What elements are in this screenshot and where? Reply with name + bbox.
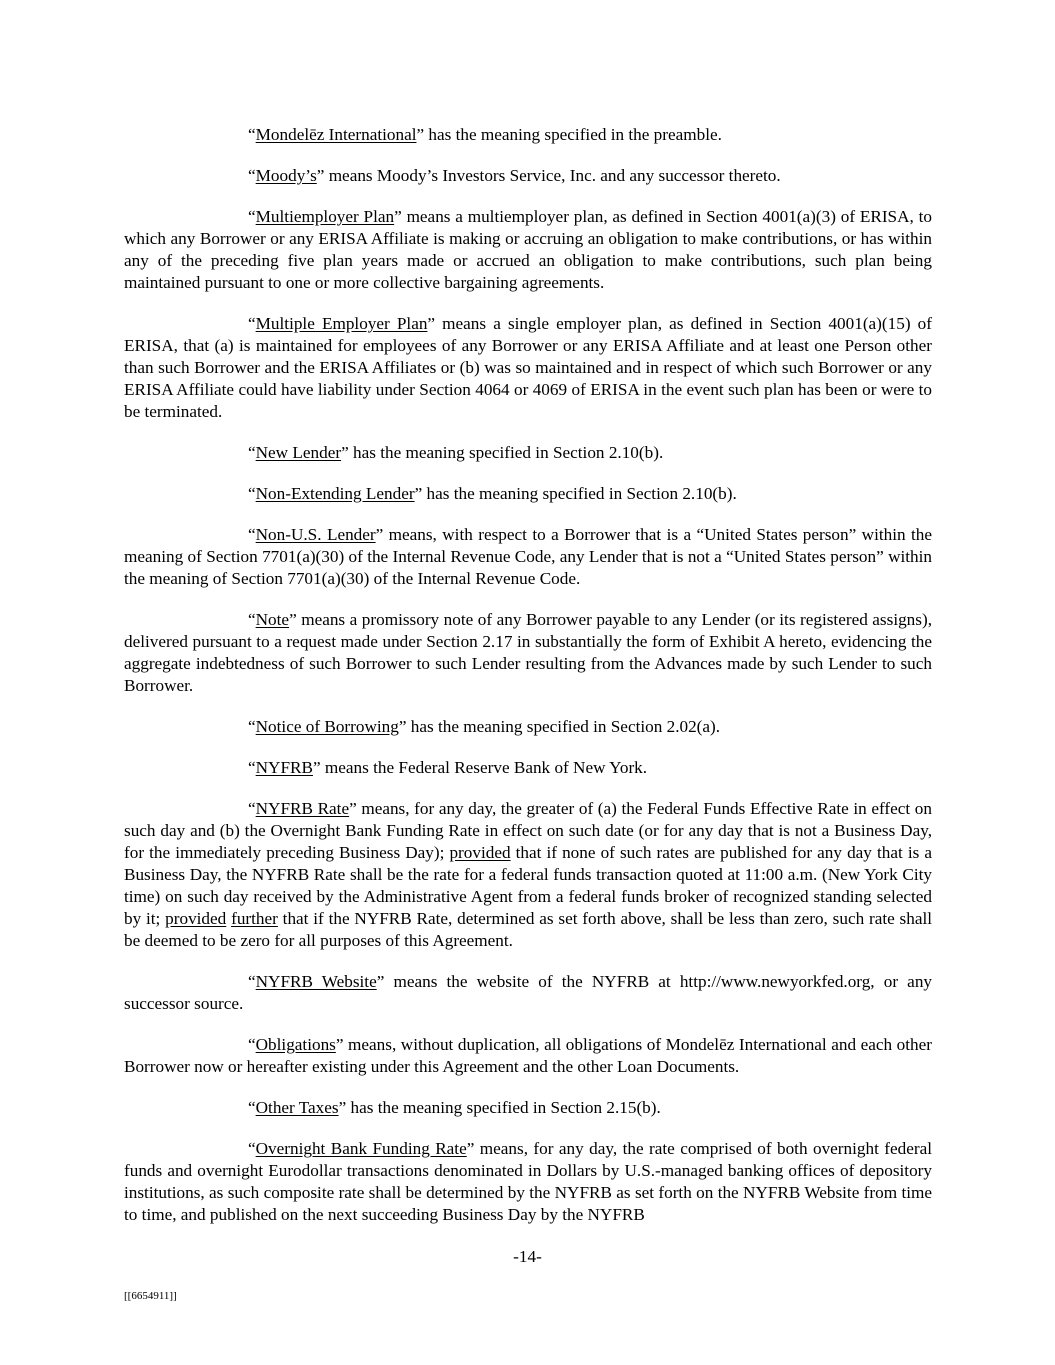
definition-nyfrb-website: “NYFRB Website” means the website of the NYFRB at http://www.newyorkfed.org, or any successor source. xyxy=(124,972,933,1013)
defined-term: Moody’s xyxy=(255,166,317,185)
defined-term: NYFRB xyxy=(255,758,313,777)
definition-note: “Note” means a promissory note of any Borrower payable to any Lender (or its registered assigns), delivered pursuant to a request made under Section 2.17 in substantially the form of Exhibit A hereto, evidencing the aggregate indebtedness of such Borrower to such Lender resulting from the Advances made by such Lender to such Borrower. xyxy=(124,610,932,695)
page-number: -14- xyxy=(513,1247,542,1266)
provided-term: provided xyxy=(165,909,227,928)
definition-new-lender: “New Lender” has the meaning specified in Section 2.10(b). xyxy=(248,443,664,462)
defined-term: Multiple Employer Plan xyxy=(255,314,428,333)
definition-notice-of-borrowing: “Notice of Borrowing” has the meaning specified in Section 2.02(a). xyxy=(248,717,721,736)
definition-nyfrb: “NYFRB” means the Federal Reserve Bank of New York. xyxy=(248,758,648,777)
definition-non-extending-lender: “Non-Extending Lender” has the meaning specified in Section 2.10(b). xyxy=(248,484,737,503)
definition-multiple-employer-plan: “Multiple Employer Plan” means a single employer plan, as defined in Section 4001(a)(15) of ERISA, that (a) is maintained for employees of any Borrower or any ERISA Affiliate and at least one Person other than such Borrower and the ERISA Affiliates or (b) was so maintained and in respect of which such Borrower or any ERISA Affiliate could have liability under Section 4064 or 4069 of ERISA in the event such plan has been or were to be terminated. xyxy=(124,314,932,421)
definition-moodys: “Moody’s” means Moody’s Investors Service, Inc. and any successor thereto. xyxy=(248,166,781,185)
definition-non-us-lender: “Non-U.S. Lender” means, with respect to a Borrower that is a “United States person” within the meaning of Section 7701(a)(30) of the Internal Revenue Code, any Lender that is not a “United States person” within the meaning of Section 7701(a)(30) of the Internal Revenue Code. xyxy=(124,525,932,588)
defined-term: New Lender xyxy=(255,443,342,462)
definition-multiemployer-plan: “Multiemployer Plan” means a multiemployer plan, as defined in Section 4001(a)(3) of ERISA, to which any Borrower or any ERISA Affiliate is making or accruing an obligation to make contributions, or has within any of the preceding five plan years made or accrued an obligation to make contributions, such plan being maintained pursuant to one or more collective bargaining agreements. xyxy=(124,207,932,292)
further-term: further xyxy=(231,909,278,928)
defined-term: NYFRB Website xyxy=(255,972,377,991)
definition-mondelez-international: “Mondelēz International” has the meaning specified in the preamble. xyxy=(248,125,722,144)
defined-term: Non-U.S. Lender xyxy=(255,525,376,544)
defined-term: Non-Extending Lender xyxy=(255,484,415,503)
defined-term: Note xyxy=(255,610,290,629)
definition-overnight-bank-funding-rate: “Overnight Bank Funding Rate” means, for any day, the rate comprised of both overnight federal funds and overnight Eurodollar transactions denominated in Dollars by U.S.-managed banking offices of depository institutions, as such composite rate shall be determined by the NYFRB as set forth on the NYFRB Website from time to time, and published on the next succeeding Business Day by the NYFRB xyxy=(124,1139,932,1224)
defined-term: Multiemployer Plan xyxy=(255,207,395,226)
defined-term: NYFRB Rate xyxy=(255,799,350,818)
defined-term: Overnight Bank Funding Rate xyxy=(255,1139,467,1158)
defined-term: Other Taxes xyxy=(255,1098,339,1117)
document-id: [[6654911]] xyxy=(124,1290,177,1302)
definition-other-taxes: “Other Taxes” has the meaning specified in Section 2.15(b). xyxy=(248,1098,661,1117)
defined-term: Obligations xyxy=(255,1035,336,1054)
defined-term: Mondelēz International xyxy=(255,125,417,144)
definition-nyfrb-rate: “NYFRB Rate” means, for any day, the greater of (a) the Federal Funds Effective Rate in effect on such day and (b) the Overnight Bank Funding Rate in effect on such date (or for any day that is not a Business Day, for the immediately preceding Business Day); provided that if none of such rates are published for any day that is a Business Day, the NYFRB Rate shall be the rate for a federal funds transaction quoted at 11:00 a.m. (New York City time) on such day received by the Administrative Agent from a federal funds broker of recognized standing selected by it; provided further that if the NYFRB Rate, determined as set forth above, shall be less than zero, such rate shall be deemed to be zero for all purposes of this Agreement. xyxy=(124,799,933,950)
defined-term: Notice of Borrowing xyxy=(255,717,399,736)
document-body xyxy=(124,124,932,1226)
definition-obligations: “Obligations” means, without duplication, all obligations of Mondelēz International and each other Borrower now or hereafter existing under this Agreement and the other Loan Documents. xyxy=(124,1035,932,1076)
provided-term: provided xyxy=(449,843,511,862)
